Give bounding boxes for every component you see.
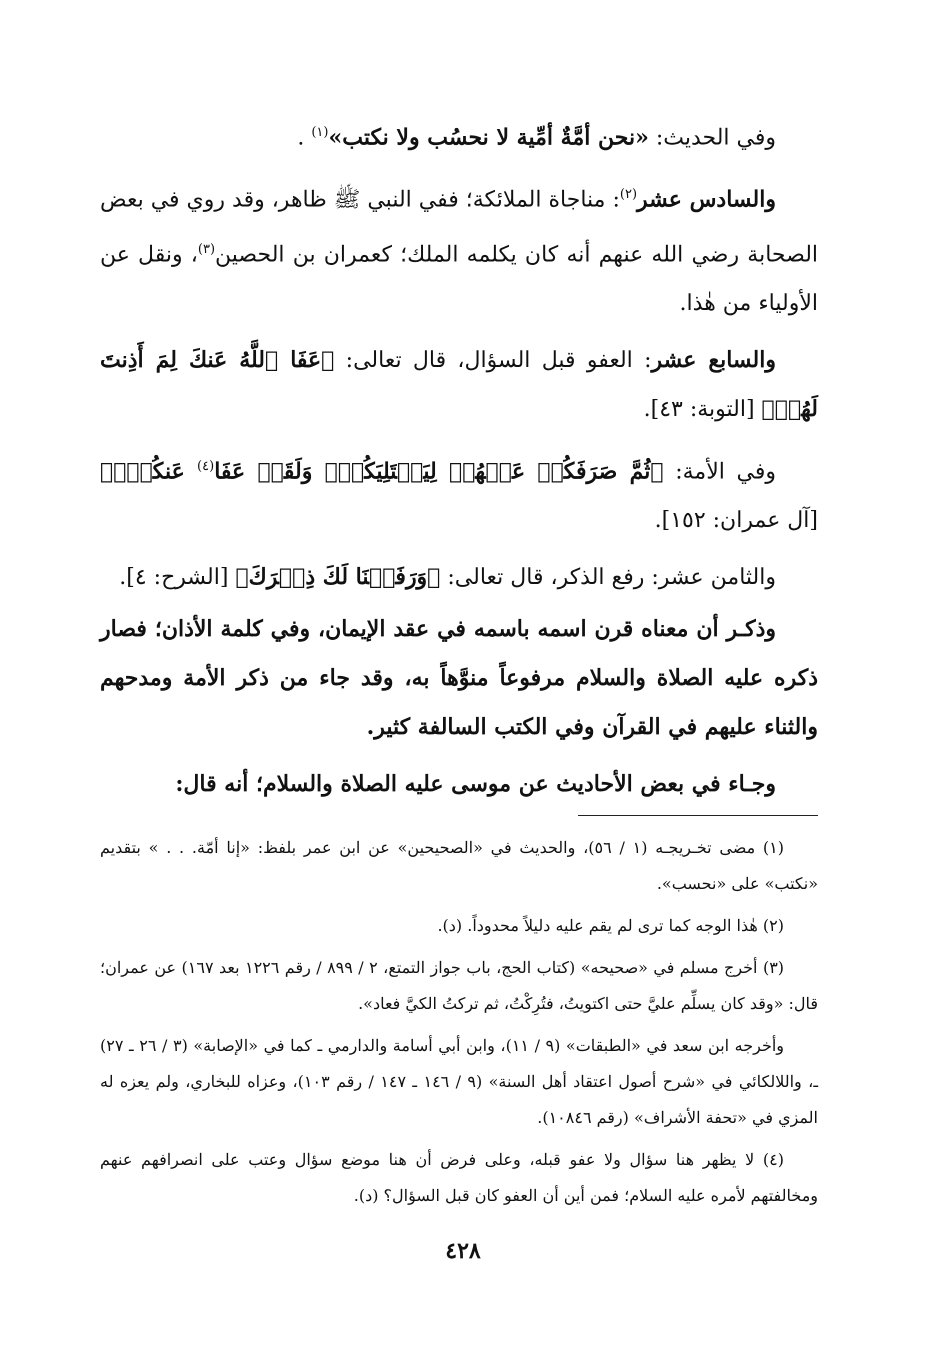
footnote-2: (٢) هٰذا الوجه كما ترى لم يقم عليه دليلاً محدوداً. (د). (437, 916, 784, 936)
hadith-quote: «نحن أمَّةٌ أمِّية لا نحسُب ولا نكتب» (328, 124, 649, 151)
hadith-end: . (297, 125, 312, 151)
seventeenth-text: : العفو قبل السؤال، قال تعالى: (334, 347, 652, 373)
ummah-ref: [آل عمران: ١٥٢]. (654, 508, 818, 534)
footnote-ref-1: (١) (311, 125, 329, 140)
footnote-3-continued: وأخرجه ابن سعد في «الطبقات» (٩ / ١١)، وابن أبي أسامة والدارمي ـ كما في «الإصابة» (٣ / ٢٦ ـ ٢٧) ـ، واللالكائي في «شرح أصول اعتقاد أهل السنة» (٩ / ١٤٦ ـ ١٤٧ / رقم ١٠٣)، وعزاه للبخاري، ولم يعزه له المزي في «تحفة الأشراف» (رقم ١٠٨٤٦). (100, 1036, 819, 1128)
quran-verse-sharh: ﴿وَرَفَعۡنَا لَكَ ذِكۡرَكَ﴾ (235, 564, 441, 591)
ummah-lead: وفي الأمة: (663, 459, 776, 485)
footnote-4: (٤) لا يظهر هنا سؤال ولا عفو قبله، وعلى فرض أن هنا موضع سؤال وعتب على انصرافهم عنهم ومخالفتهم لأمره عليه السلام؛ فمن أين أن العفو كان قبل السؤال؟ (د). (100, 1150, 818, 1206)
eighteenth-ref: [الشرح: ٤]. (119, 565, 236, 591)
footnote-3: (٣) أخرج مسلم في «صحيحه» (كتاب الحج، باب جواز التمتع، ٢ / ٨٩٩ / رقم ١٢٢٦ بعد ١٦٧) عن عمران؛ قال: «وقد كان يسلِّم عليَّ حتى اكتويتُ، فتُرِكْتُ، ثم تركتُ الكيَّ فعاد». (100, 958, 818, 1014)
paragraph-hadith (100, 108, 818, 162)
page-content (100, 108, 818, 1220)
footnote-ref-2: (٢) (619, 187, 638, 203)
sixteenth-text: : مناجاة الملائكة؛ ففي النبي ﷺ ظاهر، وقد روي في بعض الصحابة رضي الله عنهم أنه كان يكلمه الملك؛ كعمران بن الحصين (100, 187, 819, 267)
paragraph-ummah (100, 442, 818, 545)
seventeenth-ref: [التوبة: ٤٣]. (643, 396, 762, 422)
quran-verse-tawbah: ﴿عَفَا ٱللَّهُ عَنكَ لِمَ أَذِنتَ لَهُمۡ﴾ (100, 346, 818, 422)
footnote-divider (578, 815, 818, 816)
eighteenth-text: والثامن عشر: رفع الذكر، قال تعالى: (440, 565, 776, 591)
paragraph-sixteenth (100, 170, 818, 328)
footnote-ref-3: (٣) (197, 241, 216, 257)
paragraph-seventeenth (100, 336, 818, 434)
quran-verse-imran-part1: ﴿ثُمَّ صَرَفَكُمۡ عَنۡهُمۡ لِيَبۡتَلِيَكُمۡۖ وَلَقَدۡ عَفَا (214, 458, 664, 485)
paragraph-musa: وجـاء في بعض الأحاديث عن موسى عليه الصلاة والسلام؛ أنه قال: (175, 771, 776, 798)
page-number: ٤٢٨ (445, 1238, 481, 1264)
sixteenth-text-end: ، ونقل عن الأولياء من هٰذا. (100, 241, 818, 316)
sixteenth-label: والسادس عشر (637, 186, 776, 213)
footnote-ref-4: (٤) (197, 458, 215, 474)
hadith-lead: وفي الحديث: (648, 125, 776, 151)
paragraph-dhikr: وذكـر أن معناه قرن اسمه باسمه في عقد الإيمان، وفي كلمة الأذان؛ فصار ذكره عليه الصلاة والسلام مرفوعاً منوَّهاً به، وقد جاء من ذكر الأمة ومدحهم والثناء عليهم في القرآن وفي الكتب السالفة كثير. (100, 616, 818, 741)
seventeenth-label: والسابع عشر (651, 346, 776, 373)
quran-verse-imran-part2: عَنكُمۡۗ﴾ (100, 458, 198, 485)
footnote-1: (١) مضى تخـريجـه (١ / ٥٦)، والحديث في «الصحيحين» عن ابن عمر بلفظ: «إنا أمّة. . . » بتقديم «نكتب» على «نحسب». (100, 838, 818, 894)
paragraph-eighteenth (100, 553, 818, 602)
